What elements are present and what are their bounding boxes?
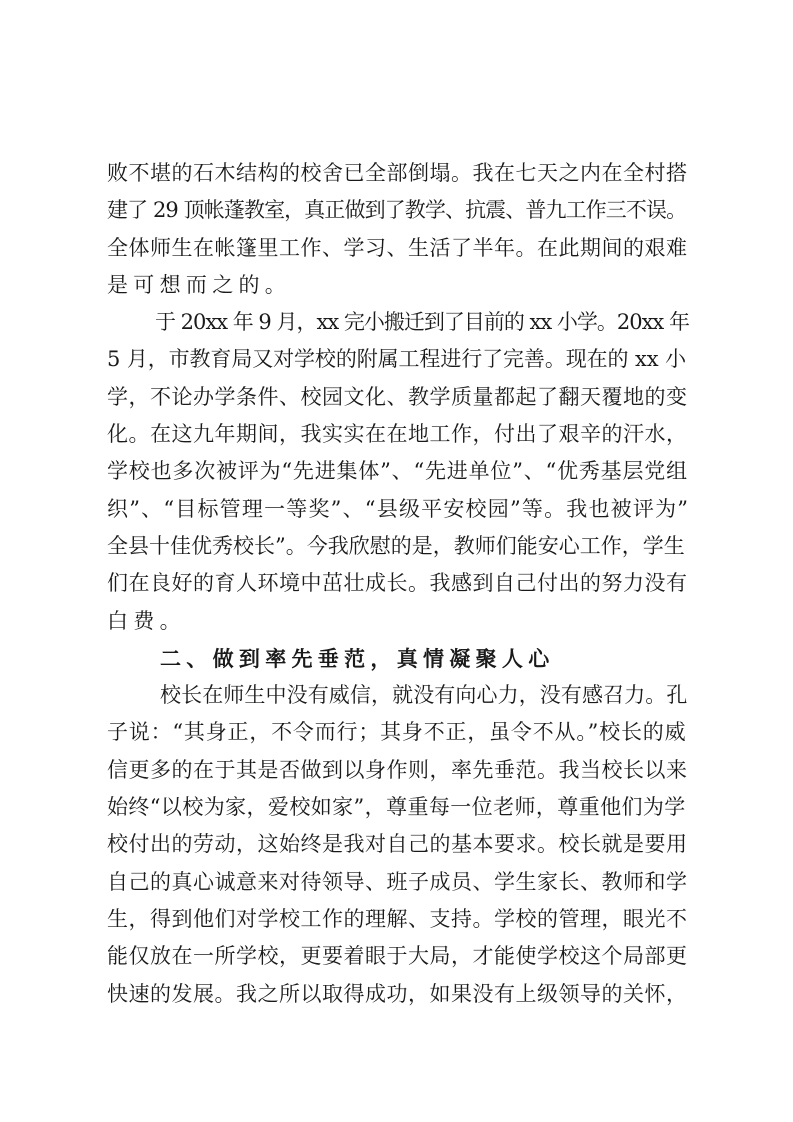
section-heading: 二、做到率先垂范，真情凝聚人心 bbox=[160, 645, 555, 671]
text-line: 全体师生在帐篷里工作、学习、生活了半年。在此期间的艰难 bbox=[107, 235, 688, 260]
text-line: 子说：“其身正，不令而行；其身不正，虽令不从。”校长的威 bbox=[107, 720, 687, 745]
paragraph-2 bbox=[107, 304, 689, 640]
text-line: 能仅放在一所学校，更要着眼于大局，才能使学校这个局部更 bbox=[107, 944, 688, 969]
text-line: 全县十佳优秀校长”。今我欣慰的是，教师们能安心工作，学生 bbox=[107, 533, 685, 558]
text-line: 们在良好的育人环境中茁壮成长。我感到自己付出的努力没有 bbox=[107, 571, 688, 596]
text-line: 始终“以校为家，爱校如家”，尊重每一位老师，尊重他们为学 bbox=[107, 795, 686, 820]
text-line: 信更多的在于其是否做到以身作则，率先垂范。我当校长以来 bbox=[107, 757, 688, 782]
document-page bbox=[107, 155, 689, 1013]
text-line: 自己的真心诚意来对待领导、班子成员、学生家长、教师和学 bbox=[107, 869, 688, 894]
text-line: 快速的发展。我之所以取得成功，如果没有上级领导的关怀， bbox=[107, 981, 688, 1006]
text-line: 5 月，市教育局又对学校的附属工程进行了完善。现在的 xx 小 bbox=[107, 347, 686, 372]
text-line: 织”、“目标管理一等奖”、“县级平安校园”等。我也被评为” bbox=[107, 496, 690, 521]
text-line: 建了 29 顶帐蓬教室，真正做到了教学、抗震、普九工作三不误。 bbox=[107, 198, 687, 223]
text-line: 白费。 bbox=[107, 608, 186, 633]
text-line: 是可想而之的。 bbox=[107, 272, 292, 297]
text-line: 校付出的劳动，这始终是我对自己的基本要求。校长就是要用 bbox=[107, 832, 688, 857]
text-line: 于 20xx 年 9 月，xx 完小搬迁到了目前的 xx 小学。20xx 年 bbox=[155, 310, 689, 335]
text-line: 校长在师生中没有威信，就没有向心力，没有感召力。孔 bbox=[160, 683, 688, 708]
paragraph-3 bbox=[107, 677, 689, 1013]
text-line: 学，不论办学条件、校园文化、教学质量都起了翻天覆地的变 bbox=[107, 384, 688, 409]
text-line: 学校也多次被评为“先进集体”、“先进单位”、“优秀基层党组 bbox=[107, 459, 688, 484]
text-line: 化。在这九年期间，我实实在在地工作，付出了艰辛的汗水， bbox=[107, 422, 688, 447]
text-line: 败不堪的石木结构的校舍已全部倒塌。我在七天之内在全村搭 bbox=[107, 161, 688, 185]
paragraph-1 bbox=[107, 155, 689, 304]
text-line: 生，得到他们对学校工作的理解、支持。学校的管理，眼光不 bbox=[107, 906, 688, 931]
